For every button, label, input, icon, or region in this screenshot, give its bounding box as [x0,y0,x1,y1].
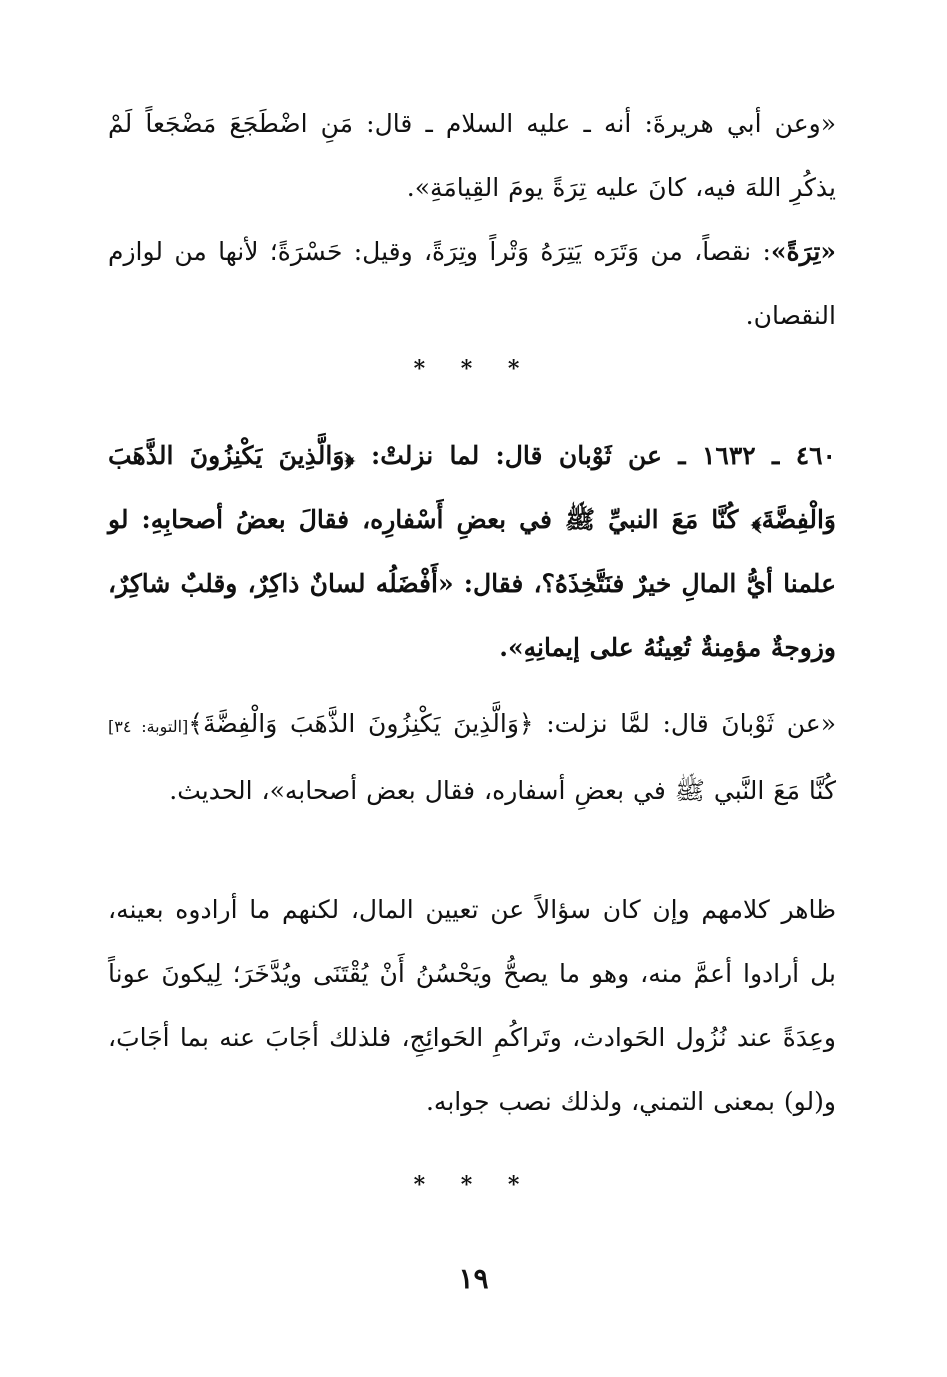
page-number: ١٩ [458,1262,489,1295]
gloss-tirah [108,220,836,348]
quote-part-2: كُنَّا مَعَ النَّبي ﷺ في بعضِ أسفاره، فقال بعض أصحابه»، الحديث. [169,776,836,805]
quran-reference: [التوبة: ٣٤] [108,717,189,736]
hadith-abu-hurayra-text: «وعن أبي هريرةَ: أنه ـ عليه السلام ـ قال: مَنِ اضْطَجَعَ مَضْجَعاً لَمْ يذكُرِ اللهَ فيه، كانَ عليه تِرَةً يومَ القِيامَةِ». [108,109,836,202]
hadith-abu-hurayra [108,92,836,220]
quote-part-1: «عن ثَوْبانَ قال: لمَّا نزلت: ﴿وَالَّذِينَ يَكْنِزُونَ الذَّهَبَ وَالْفِضَّةَ﴾ [188,709,836,738]
section-separator-2: * * * [413,1172,534,1198]
commentary-text: ظاهر كلامهم وإن كان سؤالاً عن تعيين المال، لكنهم ما أرادوه بعينه، بل أرادوا أعمَّ منه، وهو ما يصحُّ ويَحْسُنُ أَنْ يُقْتَنَى ويُدَّخَرَ؛ لِيكونَ عوناً وعِدَةً عند نُزُول الحَوادث، وتَراكُمِ الحَوائِجِ، فلذلك أجَابَ عنه بما أجَابَ، و(لو) بمعنى التمني، ولذلك نصب جوابه. [108,895,836,1116]
gloss-text: : نقصاً، من وَتَرَه يَتِرَهُ وَتْراً وتِرَةً، وقيل: حَسْرَةً؛ لأنها من لوازم النقصان. [108,237,836,330]
section-separator-1: * * * [413,356,534,382]
quoted-hadith [108,692,836,823]
gloss-term: «تِرَةً» [770,237,836,266]
commentary [108,878,836,1134]
hadith-thawban-main [108,424,836,680]
hadith-thawban-text: ٤٦٠ ـ ١٦٣٢ ـ عن ثَوْبان قال: لما نزلتْ: ﴿وَالَّذِينَ يَكْنِزُونَ الذَّهَبَ وَالْفِضَّةَ﴾ كُنَّا مَعَ النبيِّ ﷺ في بعضِ أَسْفارِه، فقالَ بعضُ أصحابِهِ: لو علمنا أيُّ المالِ خيرٌ فنَتَّخِذَهُ؟، فقال: «أَفْضَلُه لسانٌ ذاكِرٌ، وقلبٌ شاكِرٌ، وزوجةٌ مؤمِنةٌ تُعِينُهُ على إيمانِهِ». [108,441,836,662]
